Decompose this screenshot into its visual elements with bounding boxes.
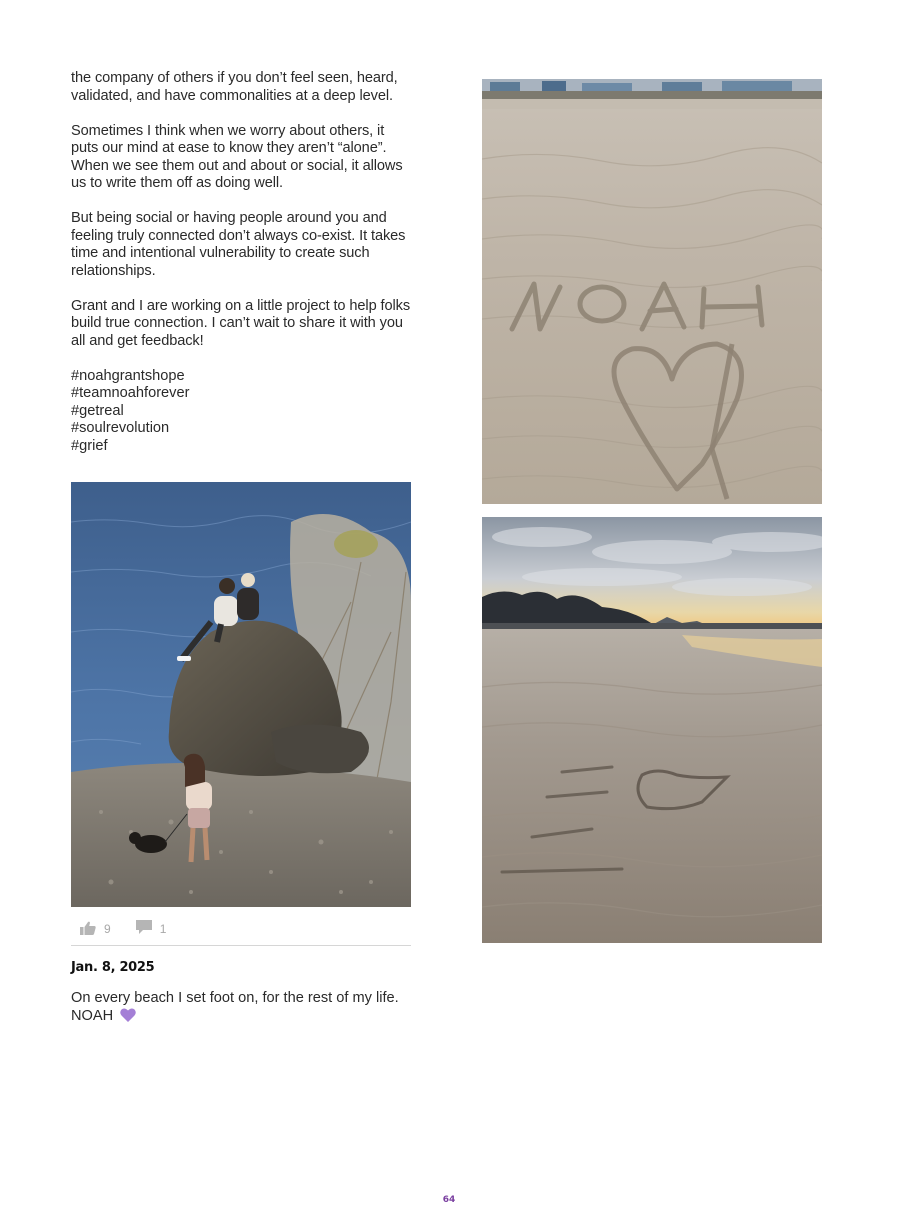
thumbs-up-icon: [80, 921, 96, 938]
speech-bubble-icon: [136, 920, 152, 938]
comment-count[interactable]: [136, 920, 167, 938]
hashtag[interactable]: #teamnoahforever: [71, 385, 190, 401]
hashtag[interactable]: #soulrevolution: [71, 420, 170, 436]
photo-boulder-by-water: [71, 482, 411, 907]
page-number: 64: [442, 1195, 456, 1205]
like-count[interactable]: [80, 921, 111, 938]
post-text: On every beach I set foot on, for the rest of my life. NOAH: [71, 990, 399, 1024]
paragraph: But being social or having people around you and feeling truly connected don’t always co-exist. It takes time and intentional vulnerability to create such relationships.: [71, 210, 406, 279]
hashtag[interactable]: #grief: [71, 437, 108, 454]
paragraph: Grant and I are working on a little project to help folks build true connection. I can’t wait to share it with you all and get feedback!: [71, 297, 411, 349]
purple-heart-icon: [120, 1008, 136, 1028]
hashtag-list: [71, 368, 411, 456]
comment-count-value: 1: [159, 922, 167, 936]
paragraph: Sometimes I think when we worry about others, it puts our mind at ease to know they aren’t “alone”. When we see them out and about or social, it allows us to write them off as doing well.: [71, 122, 403, 191]
hashtag[interactable]: #getreal: [71, 402, 124, 419]
paragraph: the company of others if you don’t feel seen, heard, validated, and have commonalities at a deep level.: [71, 70, 398, 104]
like-count-value: 9: [104, 922, 111, 936]
post-date: Jan. 8, 2025: [71, 960, 155, 975]
hashtag[interactable]: #noahgrantshope: [71, 367, 185, 384]
article-text: [71, 70, 411, 455]
reaction-bar: [71, 917, 411, 941]
photo-sand-writing: [482, 79, 822, 504]
photo-sunset-beach: [482, 517, 822, 943]
divider: [71, 945, 411, 946]
post-body: [71, 990, 416, 1027]
